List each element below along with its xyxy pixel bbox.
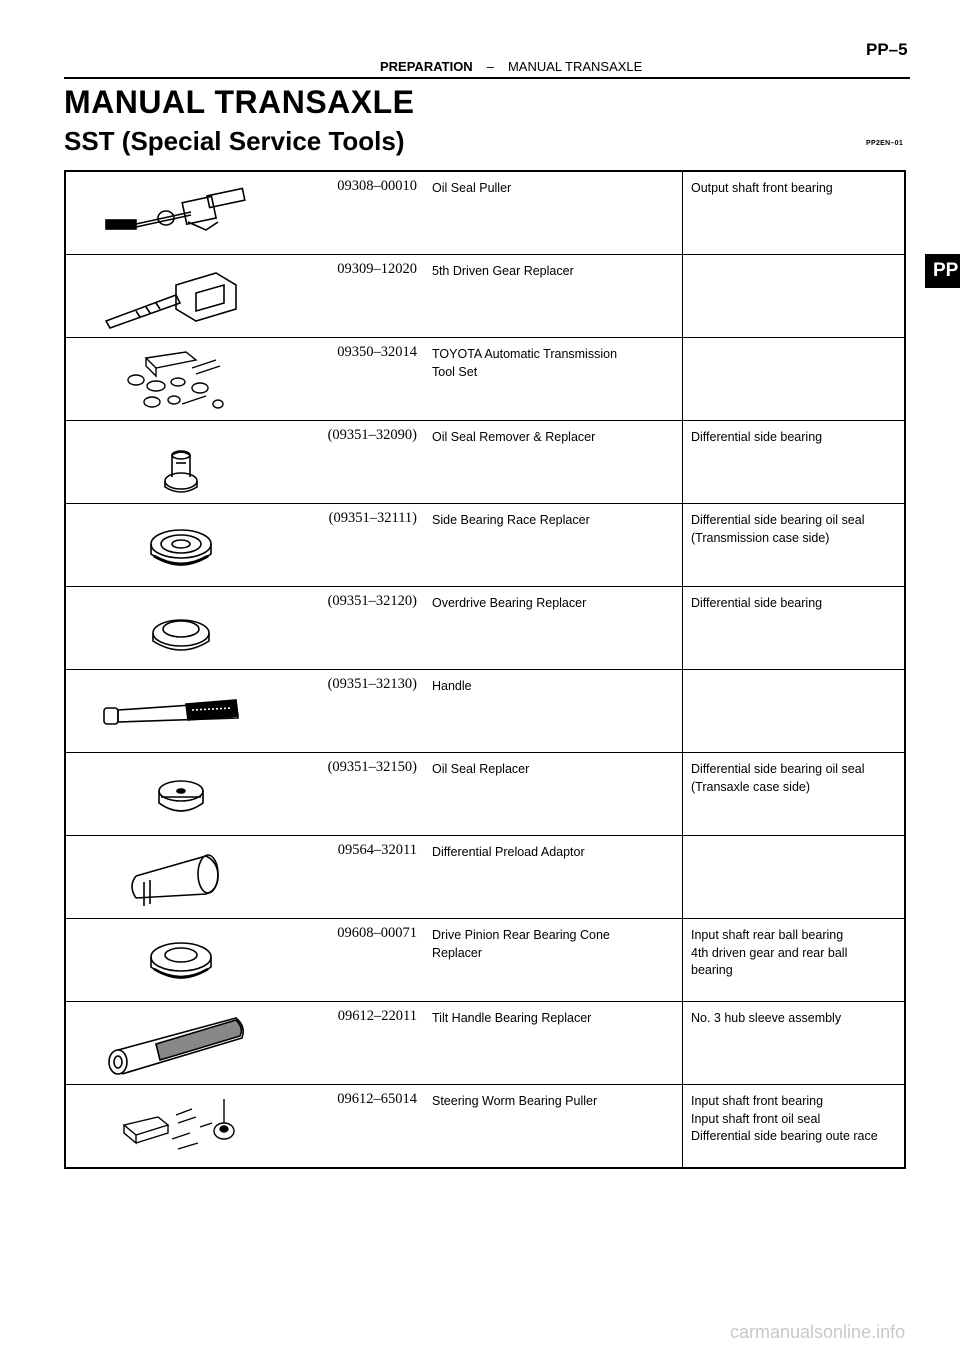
tool-illustration <box>66 421 286 503</box>
part-number: 09350–32014 <box>337 344 417 360</box>
section-tab[interactable]: PP <box>925 254 960 288</box>
tool-illustration <box>66 504 286 586</box>
preload-adaptor-icon <box>96 846 266 910</box>
part-number: (09351–32120) <box>327 593 417 609</box>
table-row <box>66 1002 904 1085</box>
table-row <box>66 836 904 919</box>
running-header-separator: – <box>486 59 494 74</box>
tool-illustration <box>66 172 286 254</box>
seal-remover-icon <box>96 431 266 495</box>
running-header-subsection: MANUAL TRANSAXLE <box>507 59 643 74</box>
header-rule <box>64 77 910 79</box>
tool-use: Differential side bearing <box>682 421 904 503</box>
tool-illustration <box>66 836 286 918</box>
table-row <box>66 504 904 587</box>
tool-name: Overdrive Bearing Replacer <box>432 596 587 610</box>
part-number: (09351–32130) <box>327 676 417 692</box>
document-code: PP2EN–01 <box>866 140 904 147</box>
page-number: PP–5 <box>866 40 908 59</box>
tool-use <box>682 670 904 752</box>
part-number: 09608–00071 <box>337 925 417 941</box>
page-title: MANUAL TRANSAXLE <box>64 84 415 120</box>
tool-use: Input shaft rear ball bearing 4th driven gear and rear ball bearing <box>682 919 904 1001</box>
tool-illustration <box>66 1085 286 1167</box>
tool-name: Oil Seal Puller <box>432 181 512 195</box>
table-row <box>66 172 904 255</box>
table-row <box>66 421 904 504</box>
tool-name: Drive Pinion Rear Bearing Cone Replacer <box>432 928 610 960</box>
tool-illustration <box>66 255 286 337</box>
tool-name: Differential Preload Adaptor <box>432 845 585 859</box>
tool-name: Tilt Handle Bearing Replacer <box>432 1011 592 1025</box>
part-number: (09351–32090) <box>327 427 417 443</box>
tool-illustration <box>66 1002 286 1084</box>
table-row <box>66 753 904 836</box>
tool-use: Input shaft front bearing Input shaft front oil seal Differential side bearing oute race <box>682 1085 904 1167</box>
table-row <box>66 670 904 753</box>
tool-illustration <box>66 587 286 669</box>
table-row <box>66 1085 904 1167</box>
worm-bearing-puller-icon <box>96 1095 266 1159</box>
bearing-replacer-icon <box>96 597 266 661</box>
tool-use <box>682 255 904 337</box>
table-row <box>66 338 904 421</box>
tool-use <box>682 338 904 420</box>
running-header <box>380 59 642 74</box>
part-number: 09612–22011 <box>337 1008 417 1024</box>
running-header-section: PREPARATION <box>380 59 473 74</box>
tool-name: Side Bearing Race Replacer <box>432 513 590 527</box>
tool-illustration <box>66 338 286 420</box>
part-number: 09308–00010 <box>337 178 417 194</box>
oil-seal-puller-icon <box>96 182 266 246</box>
bearing-cone-replacer-icon <box>96 929 266 993</box>
tool-illustration <box>66 670 286 752</box>
page-subtitle: SST (Special Service Tools) <box>64 126 405 156</box>
table-row <box>66 919 904 1002</box>
tool-set-icon <box>96 348 266 412</box>
tool-name: 5th Driven Gear Replacer <box>432 264 574 278</box>
tilt-handle-replacer-icon <box>96 1012 266 1076</box>
oil-seal-replacer-icon <box>96 763 266 827</box>
tool-use: Output shaft front bearing <box>682 172 904 254</box>
tool-use: Differential side bearing <box>682 587 904 669</box>
tool-use: Differential side bearing oil seal (Transaxle case side) <box>682 753 904 835</box>
part-number: 09564–32011 <box>337 842 417 858</box>
part-number: (09351–32111) <box>328 510 417 526</box>
part-number: (09351–32150) <box>327 759 417 775</box>
tool-name: Oil Seal Replacer <box>432 762 530 776</box>
handle-icon <box>96 680 266 744</box>
watermark: carmanualsonline.info <box>730 1322 906 1342</box>
gear-replacer-icon <box>96 265 266 329</box>
sst-table <box>64 170 906 1169</box>
table-row <box>66 587 904 670</box>
tool-illustration <box>66 919 286 1001</box>
tool-use: Differential side bearing oil seal (Transmission case side) <box>682 504 904 586</box>
tool-name: Oil Seal Remover & Replacer <box>432 430 596 444</box>
part-number: 09309–12020 <box>337 261 417 277</box>
tool-use: No. 3 hub sleeve assembly <box>682 1002 904 1084</box>
tool-use <box>682 836 904 918</box>
tool-name: TOYOTA Automatic Transmission Tool Set <box>432 347 618 379</box>
tool-illustration <box>66 753 286 835</box>
tool-name: Steering Worm Bearing Puller <box>432 1094 598 1108</box>
table-row <box>66 255 904 338</box>
race-replacer-icon <box>96 514 266 578</box>
tool-name: Handle <box>432 679 472 693</box>
part-number: 09612–65014 <box>337 1091 417 1107</box>
